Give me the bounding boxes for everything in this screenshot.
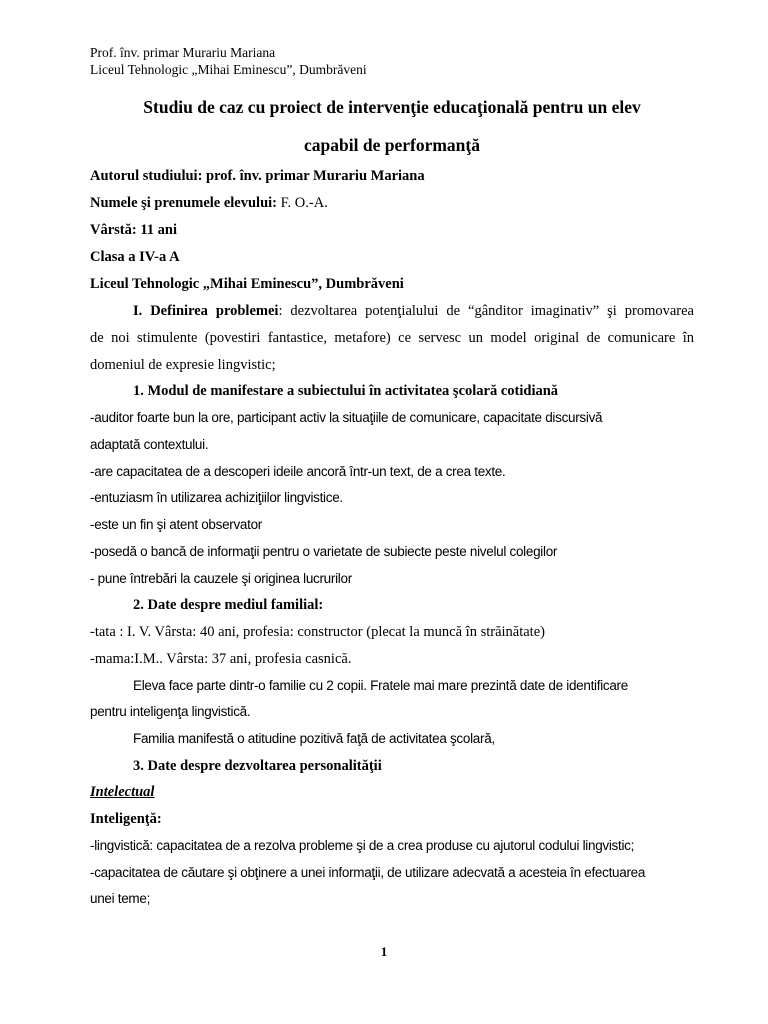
student-class: Clasa a IV-a A [90, 249, 180, 265]
section-2-heading: 2. Date despre mediul familial: [133, 597, 324, 613]
page-number: 1 [380, 944, 388, 959]
student-age: Vârstă: 11 ani [90, 222, 177, 238]
header-author: Prof. înv. primar Murariu Mariana [90, 45, 276, 60]
list-item: -auditor foarte bun la ore, participant activ la situaţiile de comunicare, capacitate discursivă [90, 410, 603, 425]
problem-definition-text: : dezvoltarea potenţialului de “gânditor imaginativ” şi promovarea [278, 303, 694, 319]
problem-definition-line3: domeniul de expresie lingvistic; [90, 357, 276, 373]
header-school: Liceul Tehnologic „Mihai Eminescu”, Dumbrăveni [90, 62, 367, 77]
family-paragraph-line1: Eleva face parte dintr-o familie cu 2 copii. Fratele mai mare prezintă date de identificare [133, 678, 628, 693]
list-item: unei teme; [90, 891, 151, 906]
student-name-value: F. O.-A. [277, 195, 328, 211]
document-title-line1: Studiu de caz cu proiect de intervenţie educaţională pentru un elev [143, 97, 641, 117]
document-title-line2: capabil de performanţă [304, 135, 480, 155]
student-school: Liceul Tehnologic „Mihai Eminescu”, Dumbrăveni [90, 276, 404, 292]
mother-info: -mama:I.M.. Vârsta: 37 ani, profesia casnică. [90, 651, 352, 667]
family-paragraph-line2: pentru inteligenţa lingvistică. [90, 704, 251, 719]
problem-definition-line1 [133, 302, 694, 320]
list-item: adaptată contextului. [90, 437, 209, 452]
student-name-label: Numele şi prenumele elevului: [90, 195, 278, 211]
section-3-heading: 3. Date despre dezvoltarea personalităţii [133, 758, 382, 774]
intelligence-label: Inteligenţă: [90, 811, 162, 827]
list-item: -entuziasm în utilizarea achiziţiilor lingvistice. [90, 490, 343, 505]
problem-definition-heading: I. Definirea problemei [133, 303, 279, 319]
father-info: -tata : I. V. Vârsta: 40 ani, profesia: constructor (plecat la muncă în străinătate) [90, 624, 545, 640]
list-item: -are capacitatea de a descoperi ideile ancoră într-un text, de a crea texte. [90, 464, 506, 479]
intellectual-subheading: Intelectual [90, 784, 155, 800]
list-item: - pune întrebări la cauzele şi originea lucrurilor [90, 571, 352, 586]
list-item: -este un fin şi atent observator [90, 517, 262, 532]
study-author: Autorul studiului: prof. înv. primar Murariu Mariana [90, 168, 425, 184]
family-attitude: Familia manifestă o atitudine pozitivă faţă de activitatea şcolară, [133, 731, 495, 746]
student-name [90, 194, 328, 212]
section-1-heading: 1. Modul de manifestare a subiectului în activitatea şcolară cotidiană [133, 383, 559, 399]
list-item: -lingvistică: capacitatea de a rezolva probleme şi de a crea produse cu ajutorul codului lingvistic; [90, 838, 635, 853]
problem-definition-line2: de noi stimulente (povestiri fantastice, metafore) ce servesc un model original de comunicare în [90, 330, 694, 346]
list-item: -posedă o bancă de informaţii pentru o varietate de subiecte peste nivelul colegilor [90, 544, 558, 559]
list-item: -capacitatea de căutare şi obţinere a unei informaţii, de utilizare adecvată a acesteia în efectuarea [90, 865, 646, 880]
